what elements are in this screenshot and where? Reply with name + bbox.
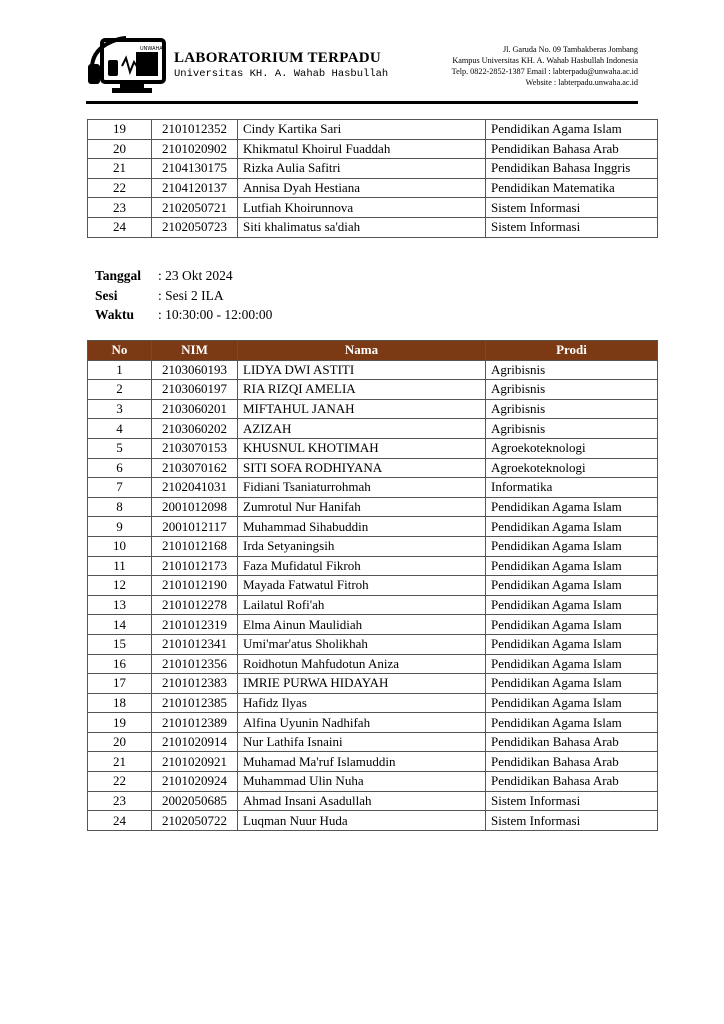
table-row	[88, 615, 658, 635]
header-no: No	[88, 341, 152, 361]
row-program: Pendidikan Bahasa Arab	[486, 732, 658, 752]
table-row	[88, 791, 658, 811]
row-program: Pendidikan Agama Islam	[486, 713, 658, 733]
header-prodi: Prodi	[486, 341, 658, 361]
row-number: 20	[88, 139, 152, 159]
row-program: Pendidikan Agama Islam	[486, 693, 658, 713]
row-program: Pendidikan Bahasa Arab	[486, 139, 658, 159]
row-number: 14	[88, 615, 152, 635]
date-value: : 23 Okt 2024	[158, 268, 233, 283]
row-number: 1	[88, 360, 152, 380]
row-number: 16	[88, 654, 152, 674]
row-name: Cindy Kartika Sari	[238, 120, 486, 140]
row-number: 19	[88, 713, 152, 733]
row-number: 18	[88, 693, 152, 713]
row-program: Pendidikan Agama Islam	[486, 634, 658, 654]
row-number: 6	[88, 458, 152, 478]
row-nim: 2101012341	[152, 634, 238, 654]
row-nim: 2101012168	[152, 536, 238, 556]
row-name: Nur Lathifa Isnaini	[238, 732, 486, 752]
table-row	[88, 478, 658, 498]
row-program: Pendidikan Agama Islam	[486, 497, 658, 517]
row-name: Roidhotun Mahfudotun Aniza	[238, 654, 486, 674]
table-row	[88, 178, 658, 198]
table-row	[88, 360, 658, 380]
row-number: 23	[88, 198, 152, 218]
table-row	[88, 811, 658, 831]
table-row	[88, 772, 658, 792]
row-number: 9	[88, 517, 152, 537]
row-nim: 2101012173	[152, 556, 238, 576]
row-number: 13	[88, 595, 152, 615]
row-name: Muhammad Ulin Nuha	[238, 772, 486, 792]
row-nim: 2102050721	[152, 198, 238, 218]
row-number: 19	[88, 120, 152, 140]
table-header-row	[88, 341, 658, 361]
row-name: Rizka Aulia Safitri	[238, 159, 486, 179]
table-row	[88, 159, 658, 179]
header-nama: Nama	[238, 341, 486, 361]
table-row	[88, 752, 658, 772]
row-name: Siti khalimatus sa'diah	[238, 217, 486, 237]
row-name: RIA RIZQI AMELIA	[238, 380, 486, 400]
participant-table	[87, 340, 658, 831]
row-nim: 2101012190	[152, 576, 238, 596]
row-nim: 2101012389	[152, 713, 238, 733]
table-row	[88, 380, 658, 400]
address-block	[398, 44, 638, 88]
row-number: 7	[88, 478, 152, 498]
row-nim: 2101020921	[152, 752, 238, 772]
row-name: AZIZAH	[238, 419, 486, 439]
row-nim: 2102050722	[152, 811, 238, 831]
row-name: Lutfiah Khoirunnova	[238, 198, 486, 218]
row-program: Pendidikan Agama Islam	[486, 654, 658, 674]
session-value: : Sesi 2 ILA	[158, 287, 224, 303]
table-row	[88, 634, 658, 654]
row-nim: 2104130175	[152, 159, 238, 179]
row-name: Hafidz Ilyas	[238, 693, 486, 713]
row-name: LIDYA DWI ASTITI	[238, 360, 486, 380]
table-row	[88, 139, 658, 159]
row-name: Elma Ainun Maulidiah	[238, 615, 486, 635]
row-number: 4	[88, 419, 152, 439]
table-row	[88, 120, 658, 140]
time-value: : 10:30:00 - 12:00:00	[158, 307, 273, 322]
row-name: Muhammad Sihabuddin	[238, 517, 486, 537]
row-number: 12	[88, 576, 152, 596]
session-row	[95, 286, 272, 306]
contact-line: Telp. 0822-2852-1387 Email : labterpadu@unwaha.ac.id	[451, 67, 638, 76]
table-row	[88, 674, 658, 694]
row-program: Pendidikan Agama Islam	[486, 674, 658, 694]
table-row	[88, 732, 658, 752]
row-number: 21	[88, 159, 152, 179]
row-name: Khikmatul Khoirul Fuaddah	[238, 139, 486, 159]
row-nim: 2103070162	[152, 458, 238, 478]
table-row	[88, 654, 658, 674]
letterhead	[86, 36, 638, 106]
table-row	[88, 198, 658, 218]
row-name: Ahmad Insani Asadullah	[238, 791, 486, 811]
row-number: 23	[88, 791, 152, 811]
row-number: 8	[88, 497, 152, 517]
time-row	[95, 305, 272, 325]
row-name: Zumrotul Nur Hanifah	[238, 497, 486, 517]
row-program: Agribisnis	[486, 360, 658, 380]
row-program: Agribisnis	[486, 399, 658, 419]
row-number: 24	[88, 811, 152, 831]
table-row	[88, 713, 658, 733]
row-nim: 2001012117	[152, 517, 238, 537]
time-label: Waktu	[95, 307, 135, 322]
row-nim: 2101020914	[152, 732, 238, 752]
row-program: Pendidikan Agama Islam	[486, 556, 658, 576]
row-nim: 2101012383	[152, 674, 238, 694]
row-program: Pendidikan Bahasa Inggris	[486, 159, 658, 179]
row-nim: 2102050723	[152, 217, 238, 237]
row-nim: 2101012356	[152, 654, 238, 674]
row-nim: 2001012098	[152, 497, 238, 517]
university-name: Universitas KH. A. Wahab Hasbullah	[174, 68, 389, 80]
row-nim: 2101012319	[152, 615, 238, 635]
row-nim: 2103060202	[152, 419, 238, 439]
row-name: MIFTAHUL JANAH	[238, 399, 486, 419]
row-program: Sistem Informasi	[486, 198, 658, 218]
header-divider	[86, 101, 638, 104]
row-number: 24	[88, 217, 152, 237]
table-row	[88, 419, 658, 439]
row-number: 15	[88, 634, 152, 654]
row-program: Pendidikan Agama Islam	[486, 576, 658, 596]
row-nim: 2101012352	[152, 120, 238, 140]
row-name: Annisa Dyah Hestiana	[238, 178, 486, 198]
row-name: Lailatul Rofi'ah	[238, 595, 486, 615]
row-number: 17	[88, 674, 152, 694]
row-program: Pendidikan Agama Islam	[486, 615, 658, 635]
row-program: Informatika	[486, 478, 658, 498]
row-name: Fidiani Tsaniaturrohmah	[238, 478, 486, 498]
session-info	[95, 266, 272, 325]
table-row	[88, 693, 658, 713]
row-program: Sistem Informasi	[486, 791, 658, 811]
row-program: Agroekoteknologi	[486, 438, 658, 458]
continued-participant-table	[87, 119, 658, 238]
row-name: Faza Mufidatul Fikroh	[238, 556, 486, 576]
row-program: Pendidikan Agama Islam	[486, 120, 658, 140]
row-program: Agribisnis	[486, 419, 658, 439]
row-nim: 2101012278	[152, 595, 238, 615]
row-number: 11	[88, 556, 152, 576]
table-row	[88, 556, 658, 576]
row-nim: 2104120137	[152, 178, 238, 198]
row-program: Agribisnis	[486, 380, 658, 400]
row-name: SITI SOFA RODHIYANA	[238, 458, 486, 478]
row-nim: 2101020902	[152, 139, 238, 159]
table-row	[88, 399, 658, 419]
table-row	[88, 217, 658, 237]
row-number: 2	[88, 380, 152, 400]
session-label: Sesi	[95, 287, 118, 303]
table-row	[88, 576, 658, 596]
row-nim: 2102041031	[152, 478, 238, 498]
address-line: Kampus Universitas KH. A. Wahab Hasbullah Indonesia	[452, 56, 638, 65]
row-name: Irda Setyaningsih	[238, 536, 486, 556]
row-nim: 2101012385	[152, 693, 238, 713]
row-number: 5	[88, 438, 152, 458]
row-program: Pendidikan Agama Islam	[486, 536, 658, 556]
date-row	[95, 266, 272, 286]
row-program: Pendidikan Bahasa Arab	[486, 752, 658, 772]
table-row	[88, 517, 658, 537]
row-nim: 2103070153	[152, 438, 238, 458]
row-number: 3	[88, 399, 152, 419]
lab-title: LABORATORIUM TERPADU	[174, 50, 381, 66]
table-row	[88, 536, 658, 556]
table-row	[88, 497, 658, 517]
row-nim: 2002050685	[152, 791, 238, 811]
row-number: 10	[88, 536, 152, 556]
row-program: Pendidikan Bahasa Arab	[486, 772, 658, 792]
row-name: Luqman Nuur Huda	[238, 811, 486, 831]
row-name: IMRIE PURWA HIDAYAH	[238, 674, 486, 694]
row-program: Agroekoteknologi	[486, 458, 658, 478]
row-name: Muhamad Ma'ruf Islamuddin	[238, 752, 486, 772]
date-label: Tanggal	[95, 268, 142, 283]
row-program: Pendidikan Agama Islam	[486, 517, 658, 537]
table-row	[88, 458, 658, 478]
logo-text: UNWAHA	[140, 46, 163, 52]
address-line: Jl. Garuda No. 09 Tambakberas Jombang	[502, 45, 638, 54]
row-nim: 2103060197	[152, 380, 238, 400]
row-number: 21	[88, 752, 152, 772]
row-number: 22	[88, 178, 152, 198]
row-nim: 2103060193	[152, 360, 238, 380]
row-program: Sistem Informasi	[486, 217, 658, 237]
header-nim: NIM	[152, 341, 238, 361]
row-program: Pendidikan Matematika	[486, 178, 658, 198]
row-name: Mayada Fatwatul Fitroh	[238, 576, 486, 596]
row-program: Pendidikan Agama Islam	[486, 595, 658, 615]
row-name: Umi'mar'atus Sholikhah	[238, 634, 486, 654]
table-row	[88, 438, 658, 458]
row-name: Alfina Uyunin Nadhifah	[238, 713, 486, 733]
website-line: Website : labterpadu.unwaha.ac.id	[525, 78, 638, 87]
table-row	[88, 595, 658, 615]
row-nim: 2103060201	[152, 399, 238, 419]
row-nim: 2101020924	[152, 772, 238, 792]
row-program: Sistem Informasi	[486, 811, 658, 831]
row-number: 22	[88, 772, 152, 792]
row-number: 20	[88, 732, 152, 752]
row-name: KHUSNUL KHOTIMAH	[238, 438, 486, 458]
